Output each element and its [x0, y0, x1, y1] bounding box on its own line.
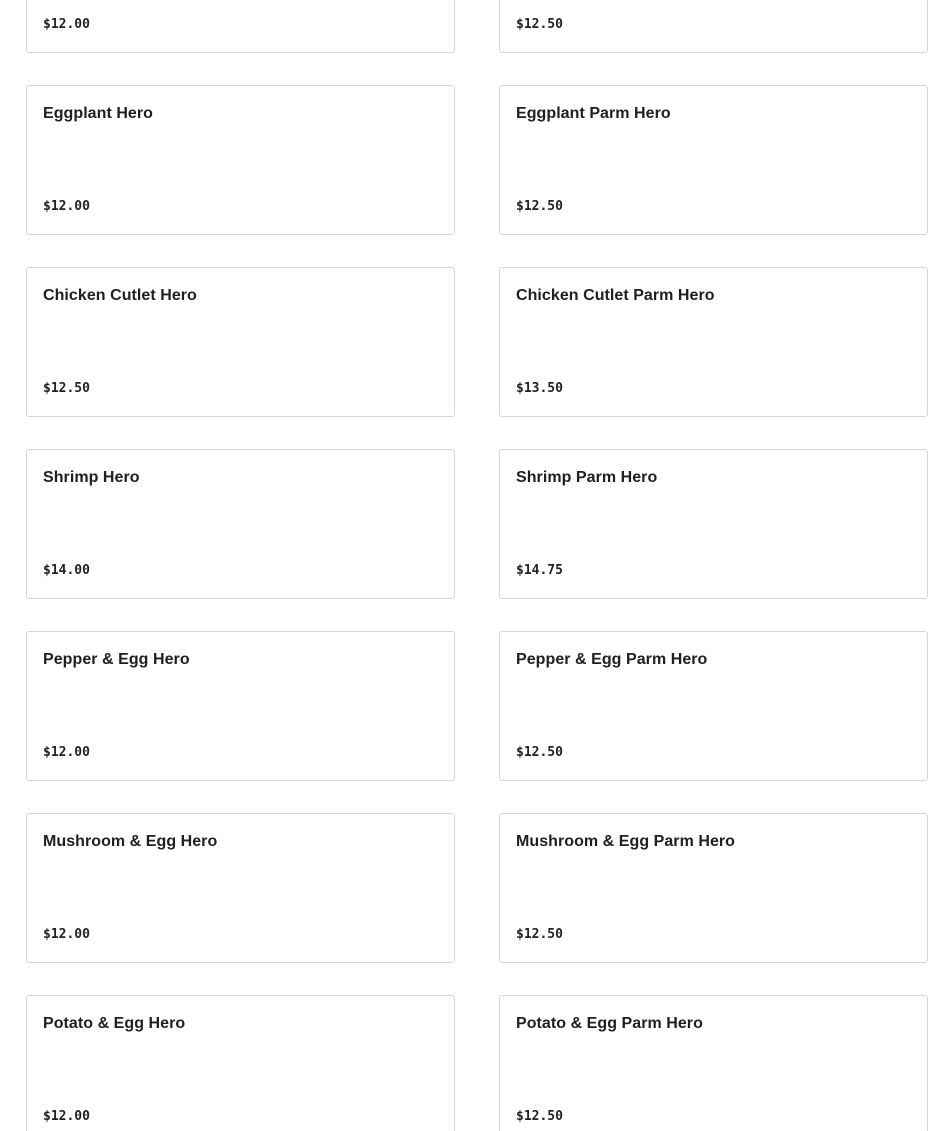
menu-item-name: Pepper & Egg Parm Hero [516, 651, 708, 668]
menu-item-card[interactable] [26, 0, 455, 53]
menu-item-price: $12.50 [516, 17, 563, 32]
menu-item-price: $12.50 [516, 745, 563, 760]
menu-item-name: Potato & Egg Parm Hero [516, 1015, 703, 1032]
menu-item-price: $12.50 [516, 927, 563, 942]
menu-item-card[interactable] [499, 0, 928, 53]
menu-item-name: Mushroom & Egg Parm Hero [516, 833, 736, 850]
menu-item-price: $12.50 [43, 381, 90, 396]
menu-item-card[interactable] [26, 813, 455, 963]
menu-item-card[interactable] [499, 813, 928, 963]
menu-item-card[interactable] [499, 267, 928, 417]
menu-item-name: Potato & Egg Hero [43, 1015, 186, 1032]
menu-item-card[interactable] [26, 449, 455, 599]
menu-item-card[interactable] [499, 631, 928, 781]
menu-item-card[interactable] [26, 631, 455, 781]
menu-item-price: $12.50 [516, 1109, 563, 1124]
menu-item-card[interactable] [499, 995, 928, 1131]
menu-item-price: $12.00 [43, 745, 90, 760]
menu-item-price: $12.00 [43, 927, 90, 942]
menu-item-name: Eggplant Parm Hero [516, 105, 671, 122]
menu-item-name: Eggplant Hero [43, 105, 153, 122]
menu-item-card[interactable] [26, 995, 455, 1131]
menu-item-price: $14.75 [516, 563, 563, 578]
menu-item-price: $12.00 [43, 199, 90, 214]
menu-item-name: Chicken Cutlet Parm Hero [516, 287, 715, 304]
menu-item-name: Shrimp Parm Hero [516, 469, 658, 486]
menu-item-name: Pepper & Egg Hero [43, 651, 190, 668]
menu-item-card[interactable] [499, 449, 928, 599]
menu-item-price: $12.50 [516, 199, 563, 214]
menu-item-name: Shrimp Hero [43, 469, 140, 486]
menu-item-price: $12.00 [43, 17, 90, 32]
menu-item-name: Mushroom & Egg Hero [43, 833, 218, 850]
menu-item-price: $12.00 [43, 1109, 90, 1124]
menu-item-card[interactable] [26, 85, 455, 235]
menu-item-name: Chicken Cutlet Hero [43, 287, 197, 304]
menu-item-card[interactable] [499, 85, 928, 235]
menu-item-price: $13.50 [516, 381, 563, 396]
menu-item-card[interactable] [26, 267, 455, 417]
menu-item-price: $14.00 [43, 563, 90, 578]
